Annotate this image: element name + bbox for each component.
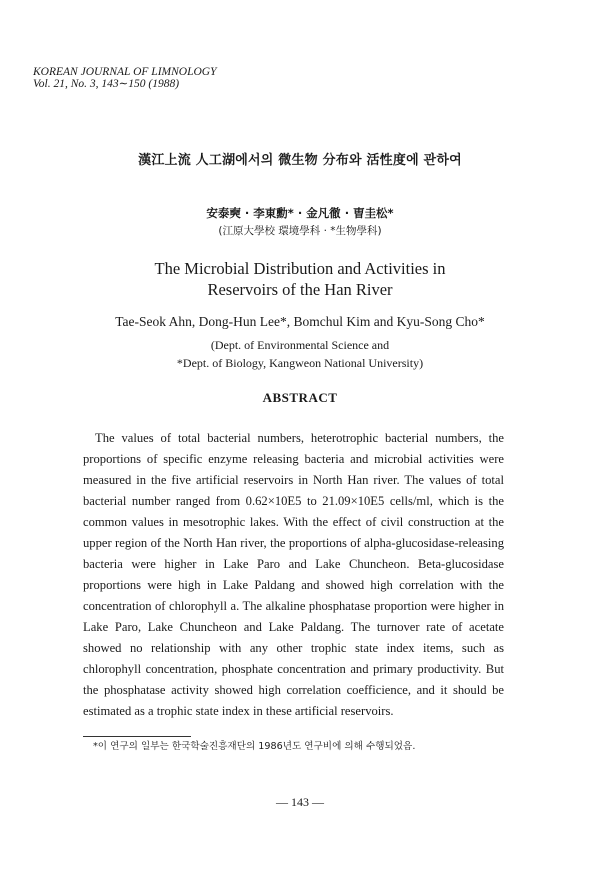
korean-affiliation: (江原大學校 環境學科 · *生物學科) [218,225,382,237]
abstract-heading: ABSTRACT [262,390,338,405]
korean-authors: 安泰奭 · 李東勳* · 金凡徹 · 曺圭松* [206,206,394,220]
footnote: *이 연구의 일부는 한국학술진흥재단의 1986년도 연구비에 의해 수행되었음. [93,741,416,752]
english-affiliation-line2: *Dept. of Biology, Kangweon National University) [176,356,424,370]
korean-title: 漢江上流 人工湖에서의 微生物 分布와 活性度에 관하여 [138,153,462,168]
english-title [0,258,600,300]
english-title-line1: The Microbial Distribution and Activities in [154,259,446,278]
journal-issue: Vol. 21, No. 3, 143∼150 (1988) [33,78,180,90]
journal-name: KOREAN JOURNAL OF LIMNOLOGY [33,66,217,78]
abstract-body: The values of total bacterial numbers, heterotrophic bacterial numbers, the proportions of specific enzyme releasing bacteria and microbial activities were measured in the five artificial reservoirs in North Han river. The values of total bacterial number ranged from 0.62×10E5 to 21.09×10E5 cells/ml, which is the common values in mesotrophic lakes. With the effect of civil construction at the upper region of the North Han river, the proportions of alpha-glucosidase-releasing bacteria were higher in Lake Paro and Lake Chuncheon. Beta-glucosidase proportions were high in Lake Paldang and showed high correlation with the concentration of chlorophyll a. The alkaline phosphatase proportion were higher in Lake Paro, Lake Chuncheon and Lake Paldang. The turnover rate of acetate showed no relationship with any other trophic state index items, such as chlorophyll concentration, phosphate concentration and primary productivity. But the phosphatase activity showed high correlation coefficience, and it should be estimated as a trophic state index in these artificial reservoirs. [83,431,504,718]
english-affiliation-line1: (Dept. of Environmental Science and [210,338,390,352]
english-affiliation [0,336,600,372]
footnote-divider [83,736,191,737]
journal-header [33,66,216,90]
english-title-line2: Reservoirs of the Han River [207,280,393,299]
english-authors: Tae-Seok Ahn, Dong-Hun Lee*, Bomchul Kim and Kyu-Song Cho* [115,314,485,329]
page-number: — 143 — [276,795,324,809]
